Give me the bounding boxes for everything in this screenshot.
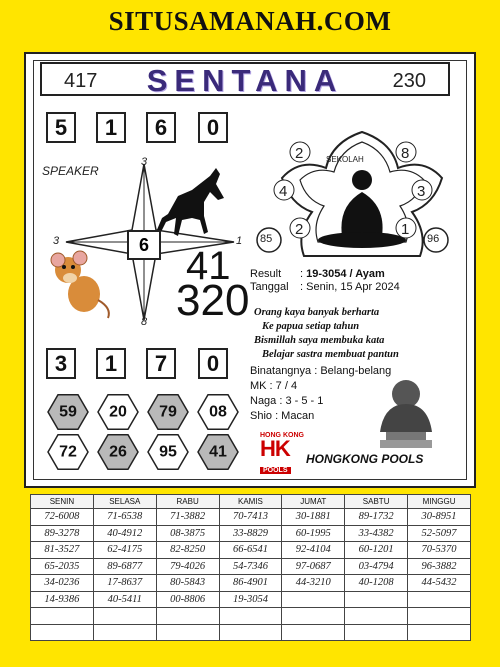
big-number-lower: 320 bbox=[176, 276, 250, 325]
lotus-digit-5: 2 bbox=[295, 221, 304, 238]
hex-number bbox=[148, 435, 188, 470]
horse-icon bbox=[156, 168, 224, 236]
top-digit-3: 6 bbox=[146, 112, 176, 143]
table-header-senin: SENIN bbox=[31, 495, 94, 509]
quote-line-3: Bismillah saya membuka kata bbox=[254, 335, 385, 346]
top-digit-1: 5 bbox=[46, 112, 76, 143]
hex-value: 20 bbox=[109, 403, 127, 421]
info-mk: MK : 7 / 4 bbox=[250, 380, 298, 392]
table-cell: 82-8250 bbox=[156, 542, 219, 559]
hex-value: 41 bbox=[209, 443, 227, 461]
lotus-side-left: 85 bbox=[260, 233, 273, 245]
table-cell: 33-8829 bbox=[219, 525, 282, 542]
table-body bbox=[31, 509, 471, 641]
info-shio: Shio : Macan bbox=[250, 410, 315, 422]
hex-number bbox=[48, 395, 88, 430]
table-cell bbox=[282, 591, 345, 608]
hex-value: 95 bbox=[159, 443, 177, 461]
hk-logo-small-text: HONG KONG bbox=[260, 432, 304, 439]
table-row bbox=[31, 624, 471, 641]
lotus-digit-2: 8 bbox=[401, 145, 410, 162]
lotus-digit-4: 3 bbox=[417, 183, 426, 200]
header-right-number: 230 bbox=[392, 70, 426, 92]
table-cell bbox=[282, 624, 345, 641]
table-header-minggu: MINGGU bbox=[408, 495, 471, 509]
hongkong-pools-label: HONGKONG POOLS bbox=[306, 452, 424, 466]
star-left-number: 3 bbox=[53, 235, 60, 247]
quote-line-2: Ke papua setiap tahun bbox=[262, 321, 360, 332]
table-cell: 80-5843 bbox=[156, 575, 219, 592]
header-left-number: 417 bbox=[64, 70, 98, 92]
bottom-digit-4: 0 bbox=[198, 348, 228, 379]
hex-number bbox=[98, 395, 138, 430]
hex-value: 08 bbox=[209, 403, 227, 421]
table-cell: 70-7413 bbox=[219, 509, 282, 526]
table-cell bbox=[408, 624, 471, 641]
table-cell: 40-4912 bbox=[93, 525, 156, 542]
table-cell: 71-3882 bbox=[156, 509, 219, 526]
hex-number bbox=[198, 395, 238, 430]
lotus-digit-1: 2 bbox=[295, 145, 304, 162]
info-binatang: Binatangnya : Belang-belang bbox=[250, 365, 392, 377]
table-cell: 40-1208 bbox=[345, 575, 408, 592]
table-cell: 44-3210 bbox=[282, 575, 345, 592]
bottom-digit-1: 3 bbox=[46, 348, 76, 379]
prediction-card bbox=[24, 52, 476, 488]
table-cell bbox=[219, 624, 282, 641]
table-header-jumat: JUMAT bbox=[282, 495, 345, 509]
table-cell bbox=[408, 591, 471, 608]
results-table bbox=[30, 494, 471, 641]
table-cell: 81-3527 bbox=[31, 542, 94, 559]
table-cell bbox=[345, 591, 408, 608]
table-row bbox=[31, 558, 471, 575]
bottom-digit-2: 1 bbox=[96, 348, 126, 379]
hex-value: 59 bbox=[59, 403, 77, 421]
table-cell: 17-8637 bbox=[93, 575, 156, 592]
quote-line-4: Belajar sastra membuat pantun bbox=[262, 349, 399, 360]
table-cell: 72-6008 bbox=[31, 509, 94, 526]
table-cell: 34-0236 bbox=[31, 575, 94, 592]
table-cell bbox=[156, 624, 219, 641]
table-cell: 86-4901 bbox=[219, 575, 282, 592]
hex-number bbox=[48, 435, 88, 470]
info-naga: Naga : 3 - 5 - 1 bbox=[250, 395, 324, 407]
table-cell bbox=[31, 624, 94, 641]
pantun-quote bbox=[254, 306, 399, 362]
table-cell: 08-3875 bbox=[156, 525, 219, 542]
table-cell: 89-1732 bbox=[345, 509, 408, 526]
lotus-digit-3: 4 bbox=[279, 183, 288, 200]
table-cell bbox=[345, 608, 408, 625]
table-row bbox=[31, 575, 471, 592]
table-cell: 89-6877 bbox=[93, 558, 156, 575]
hex-value: 79 bbox=[159, 403, 177, 421]
table-cell: 79-4026 bbox=[156, 558, 219, 575]
site-title: SITUSAMANAH.COM bbox=[108, 6, 392, 36]
result-block: Result : 19-3054 / Ayam Tanggal : Senin, 15 Apr 2024 bbox=[250, 268, 400, 293]
hex-number bbox=[148, 395, 188, 430]
table-cell bbox=[408, 608, 471, 625]
table-header-sabtu: SABTU bbox=[345, 495, 408, 509]
table-cell: 19-3054 bbox=[219, 591, 282, 608]
table-cell: 14-9386 bbox=[31, 591, 94, 608]
table-cell: 60-1995 bbox=[282, 525, 345, 542]
result-label: Result bbox=[250, 268, 282, 280]
table-cell: 96-3882 bbox=[408, 558, 471, 575]
table-cell: 00-8806 bbox=[156, 591, 219, 608]
lotus-side-right: 96 bbox=[427, 233, 440, 245]
table-cell bbox=[219, 608, 282, 625]
hex-number bbox=[98, 435, 138, 470]
table-cell bbox=[156, 608, 219, 625]
lotus-label: SEKOLAH bbox=[326, 155, 364, 164]
table-cell: 44-5432 bbox=[408, 575, 471, 592]
table-cell: 54-7346 bbox=[219, 558, 282, 575]
bottom-digit-3: 7 bbox=[146, 348, 176, 379]
table-header-row bbox=[31, 495, 471, 509]
result-value: 19-3054 / Ayam bbox=[306, 268, 385, 280]
table-cell: 66-6541 bbox=[219, 542, 282, 559]
hex-value: 26 bbox=[109, 443, 127, 461]
table-row bbox=[31, 525, 471, 542]
hex-number bbox=[198, 435, 238, 470]
big-number-upper: 41 bbox=[186, 244, 231, 288]
table-header-selasa: SELASA bbox=[93, 495, 156, 509]
speaker-label: SPEAKER bbox=[42, 164, 99, 178]
lotus-digit-6: 1 bbox=[401, 221, 410, 238]
table-cell: 33-4382 bbox=[345, 525, 408, 542]
table-row bbox=[31, 509, 471, 526]
table-cell: 62-4175 bbox=[93, 542, 156, 559]
table-cell: 65-2035 bbox=[31, 558, 94, 575]
table-row bbox=[31, 542, 471, 559]
quote-line-1: Orang kaya banyak berharta bbox=[254, 307, 380, 318]
table-cell: 30-1881 bbox=[282, 509, 345, 526]
table-cell: 92-4104 bbox=[282, 542, 345, 559]
hk-logo-mark: HK bbox=[260, 436, 290, 461]
star-top-number: 3 bbox=[141, 156, 148, 168]
table-row bbox=[31, 608, 471, 625]
table-cell: 71-6538 bbox=[93, 509, 156, 526]
table-header-kamis: KAMIS bbox=[219, 495, 282, 509]
hex-number-grid bbox=[40, 388, 250, 478]
header-row bbox=[40, 62, 450, 96]
table-cell: 97-0687 bbox=[282, 558, 345, 575]
table-cell: 60-1201 bbox=[345, 542, 408, 559]
date-label: Tanggal bbox=[250, 281, 289, 293]
table-cell bbox=[345, 624, 408, 641]
hk-logo bbox=[260, 432, 304, 477]
table-cell: 70-5370 bbox=[408, 542, 471, 559]
table-cell bbox=[282, 608, 345, 625]
star-center-box: 6 bbox=[127, 230, 161, 260]
table-cell: 40-5411 bbox=[93, 591, 156, 608]
top-digit-2: 1 bbox=[96, 112, 126, 143]
table-cell: 30-8951 bbox=[408, 509, 471, 526]
table-header-rabu: RABU bbox=[156, 495, 219, 509]
hk-logo-pools: POOLS bbox=[260, 467, 291, 474]
table-cell: 52-5097 bbox=[408, 525, 471, 542]
star-right-number: 1 bbox=[236, 235, 243, 247]
table-cell: 03-4794 bbox=[345, 558, 408, 575]
table-row bbox=[31, 591, 471, 608]
top-digit-4: 0 bbox=[198, 112, 228, 143]
statue-bust-icon bbox=[362, 374, 442, 450]
hex-value: 72 bbox=[59, 443, 77, 461]
table-cell bbox=[93, 624, 156, 641]
star-bottom-number: 8 bbox=[141, 316, 148, 328]
page-title: SENTANA bbox=[146, 63, 344, 98]
table-cell bbox=[31, 608, 94, 625]
date-value: Senin, 15 Apr 2024 bbox=[306, 281, 400, 293]
mouse-cartoon-icon bbox=[46, 250, 116, 320]
table-cell: 89-3278 bbox=[31, 525, 94, 542]
table-cell bbox=[93, 608, 156, 625]
